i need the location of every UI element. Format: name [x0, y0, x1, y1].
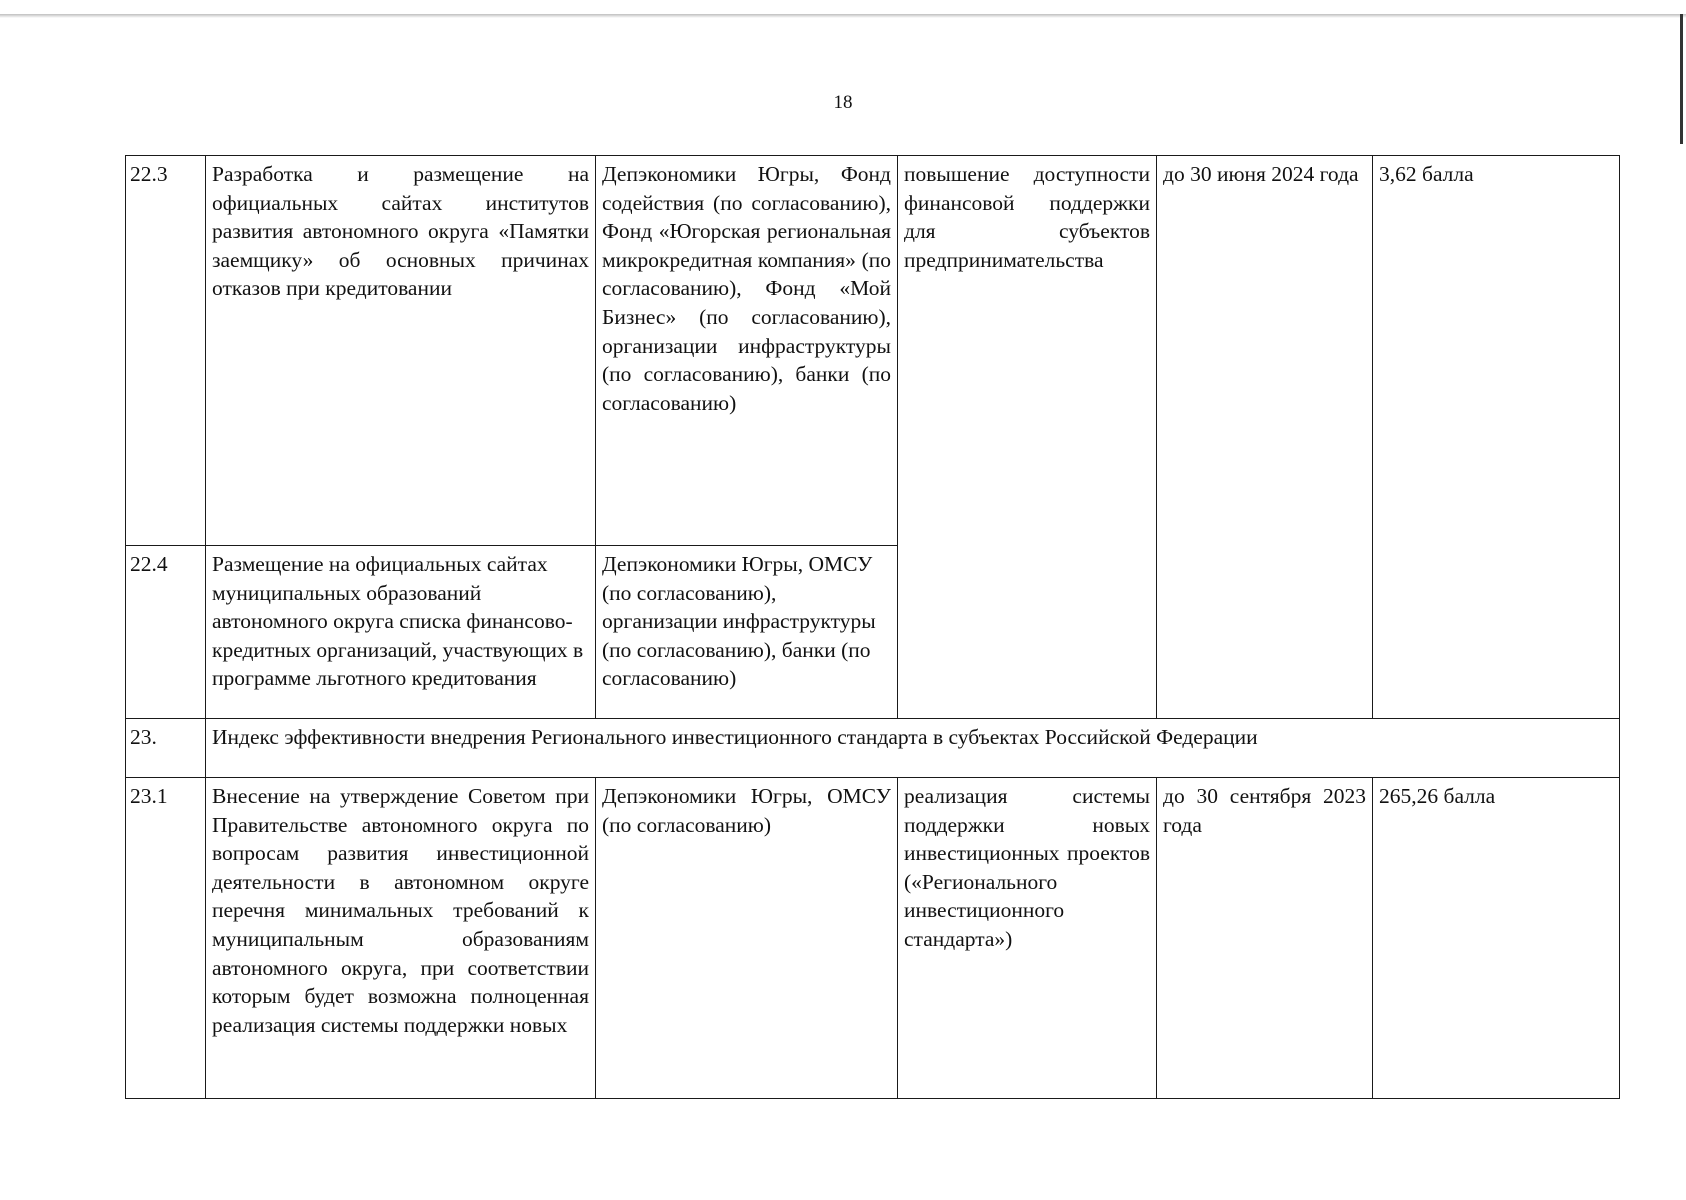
scan-right-edge — [1680, 14, 1683, 144]
result-cell: реализация системы поддержки новых инвестиционных проектов («Регионального инвестиционного стандарта») — [898, 778, 1157, 1099]
executor-cell: Депэкономики Югры, ОМСУ (по согласованию) — [596, 778, 898, 1099]
executor-cell: Депэкономики Югры, Фонд содействия (по согласованию), Фонд «Югорская региональная микрокредитная компания» (по согласованию), Фонд «Мой Бизнес» (по согласованию), организации инфраструктуры (по согласованию), банки (по согласованию) — [596, 156, 898, 546]
row-number: 23.1 — [126, 778, 206, 1099]
table-section-row — [126, 719, 1620, 778]
row-number: 23. — [126, 719, 206, 778]
scan-top-edge — [0, 14, 1686, 18]
measures-table — [125, 155, 1620, 1099]
page-number: 18 — [833, 92, 853, 113]
section-title: Индекс эффективности внедрения Регионального инвестиционного стандарта в субъектах Российской Федерации — [206, 719, 1620, 778]
score-cell: 265,26 балла — [1373, 778, 1620, 1099]
table-row — [126, 156, 1620, 546]
action-cell: Размещение на официальных сайтах муниципальных образований автономного округа списка финансово-кредитных организаций, участвующих в программе льготного кредитования — [206, 546, 596, 719]
deadline-cell: до 30 сентября 2023 года — [1157, 778, 1373, 1099]
result-cell: повышение доступности финансовой поддержки для субъектов предпринимательства — [898, 156, 1157, 719]
action-cell: Разработка и размещение на официальных сайтах институтов развития автономного округа «Памятки заемщику» об основных причинах отказов при кредитовании — [206, 156, 596, 546]
action-cell: Внесение на утверждение Советом при Правительстве автономного округа по вопросам развития инвестиционной деятельности в автономном округе перечня минимальных требований к муниципальным образованиям автономного округа, при соответствии которым будет возможна полноценная реализация системы поддержки новых — [206, 778, 596, 1099]
row-number: 22.4 — [126, 546, 206, 719]
row-number: 22.3 — [126, 156, 206, 546]
table-row — [126, 778, 1620, 1099]
executor-cell: Депэкономики Югры, ОМСУ (по согласованию), организации инфраструктуры (по согласованию), банки (по согласованию) — [596, 546, 898, 719]
deadline-cell: до 30 июня 2024 года — [1157, 156, 1373, 719]
score-cell: 3,62 балла — [1373, 156, 1620, 719]
